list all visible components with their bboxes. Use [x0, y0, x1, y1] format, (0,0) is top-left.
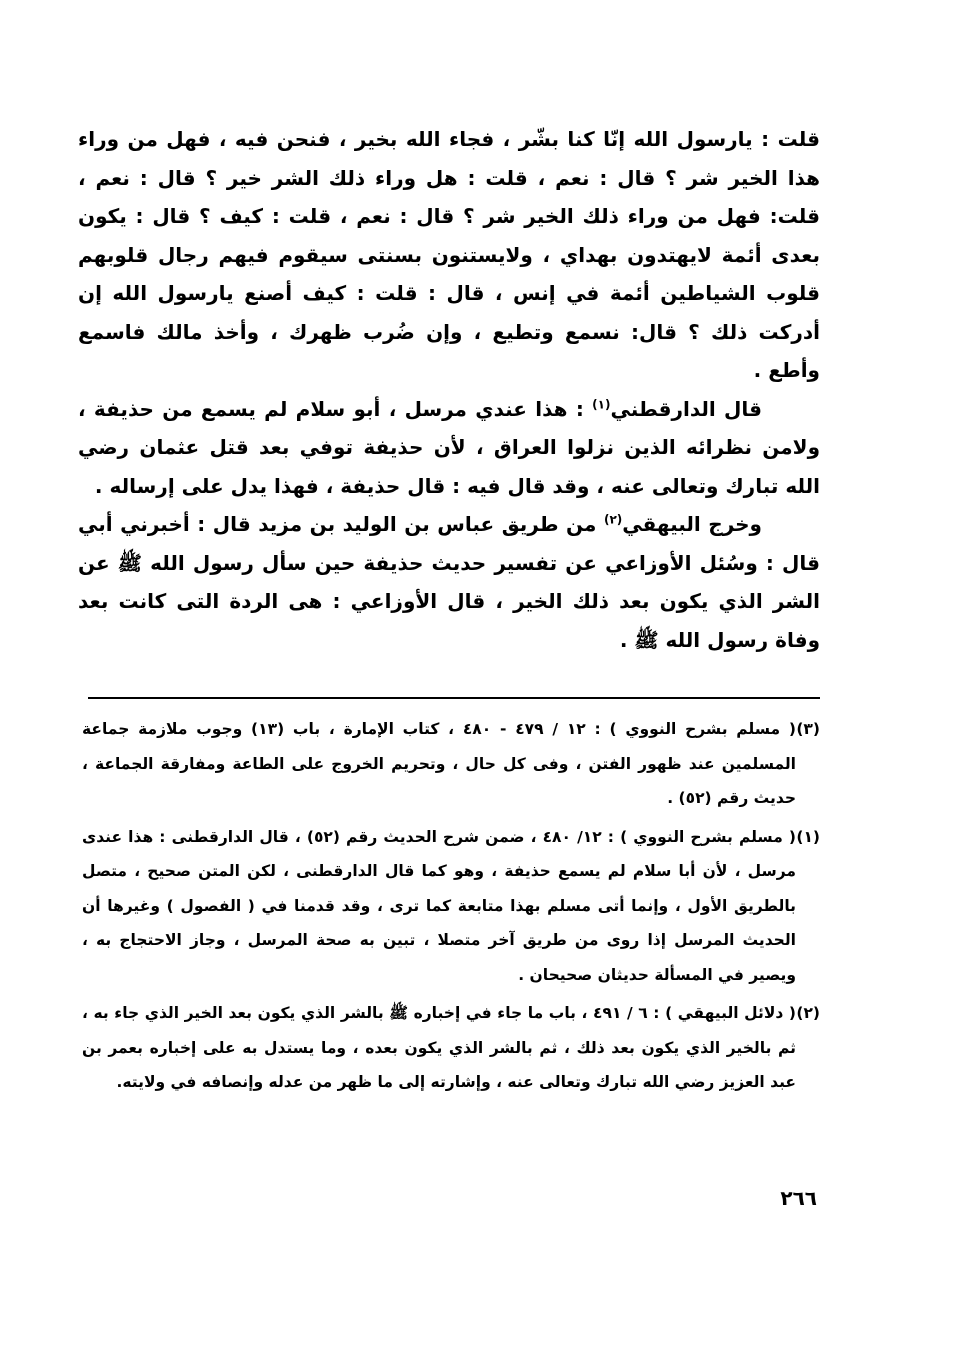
footnote-text: ( دلائل البيهقي ) : ٦ / ٤٩١ ، باب ما جاء في إخباره ﷺ بالشر الذي يكون بعد الخير الذي جاء به ، ثم بالخير الذي يكون بعد ذلك ، ثم بالشر الذي يكون بعده ، وما يستدل به على إخباره بعمر بن عبد العزيز رضي الله تبارك وتعالى عنه ، وإشارته إلى ما ظهر من عدله وإنصافه في ولايته.: [82, 1004, 796, 1091]
footnote-3: [82, 712, 820, 816]
footnote-ref-1[interactable]: (١): [592, 396, 611, 411]
daraqutni-paragraph-start: قال الدارقطني: [610, 396, 763, 421]
daraqutni-paragraph: [78, 390, 820, 506]
footnote-ref-2[interactable]: (٢): [603, 512, 623, 527]
footnote-text: ( مسلم بشرح النووي ) : ١٢/ ٤٨٠ ، ضمن شرح الحديث رقم (٥٢) ، قال الدارقطنى : هذا عندى مرسل ، لأن أبا سلام لم يسمع حذيفة ، وهو كما قال الدارقطنى ، لكن المتن صحيح ، متصل بالطريق الأول ، وإنما أتى مسلم بهذا متابعة كما ترى ، وقد قدمنا في ( الفصول ) وغيرها أن الحديث المرسل إذا روى من طريق آخر متصلا ، تبين به صحة المرسل ، وجاز الاحتجاج به ، ويصير في المسألة حديثان صحيحان .: [82, 827, 796, 984]
main-body-text: [78, 120, 820, 659]
footnote-divider: [88, 697, 820, 699]
footnotes-section: [82, 712, 820, 1104]
bayhaqi-paragraph-rest: من طريق عباس بن الوليد بن مزيد قال : أخبرني أبي قال : وسُئل الأوزاعي عن تفسير حديث حذيفة حين سأل رسول الله ﷺ عن الشر الذي يكون بعد ذلك الخير ، قال الأوزاعي : هى الردة التى كانت بعد وفاة رسول الله ﷺ .: [78, 512, 820, 652]
footnote-1: [82, 820, 820, 993]
bayhaqi-paragraph: [78, 505, 820, 659]
footnote-number: (٢): [796, 1004, 820, 1022]
footnote-number: (١): [796, 827, 820, 846]
daraqutni-paragraph-rest: : هذا عندي مرسل ، أبو سلام لم يسمع من حذيفة ، ولامن نظرائه الذين نزلوا العراق ، لأن حذيفة توفي بعد قتل عثمان رضي الله تبارك وتعالى عنه ، وقد قال فيه : قال حذيفة ، فهذا يدل على إرساله .: [78, 396, 820, 498]
hadith-paragraph: قلت : يارسول الله إنّا كنا بشّر ، فجاء الله بخير ، فنحن فيه ، فهل من وراء هذا الخير شر ؟ قال : نعم ، قلت : هل وراء ذلك الشر خير ؟ قال : نعم ، قلت: فهل من وراء ذلك الخير شر ؟ قال : نعم ، قلت : كيف ؟ قال : يكون بعدى أئمة لايهتدون بهداي ، ولايستنون بسنتى سيقوم فيهم رجال قلوبهم قلوب الشياطين أئمة في إنس ، قال : قلت : كيف أصنع يارسول الله إن أدركت ذلك ؟ قال: نسمع وتطيع ، وإن ضُرب ظهرك ، وأخذ مالك فاسمع وأطع .: [78, 127, 820, 382]
footnote-number: (٣): [796, 720, 820, 738]
footnote-2: [82, 996, 820, 1100]
bayhaqi-paragraph-start: وخرج البيهقي: [622, 512, 762, 536]
page-number: ٢٦٦: [780, 1186, 817, 1210]
footnote-text: ( مسلم بشرح النووي ) : ١٢ / ٤٧٩ - ٤٨٠ ، كتاب الإمارة ، باب (١٣) وجوب ملازمة جماعة المسلمين عند ظهور الفتن ، وفى كل حال ، وتحريم الخروج على الطاعة ومفارقة الجماعة ، حديث رقم (٥٢) .: [82, 720, 796, 807]
